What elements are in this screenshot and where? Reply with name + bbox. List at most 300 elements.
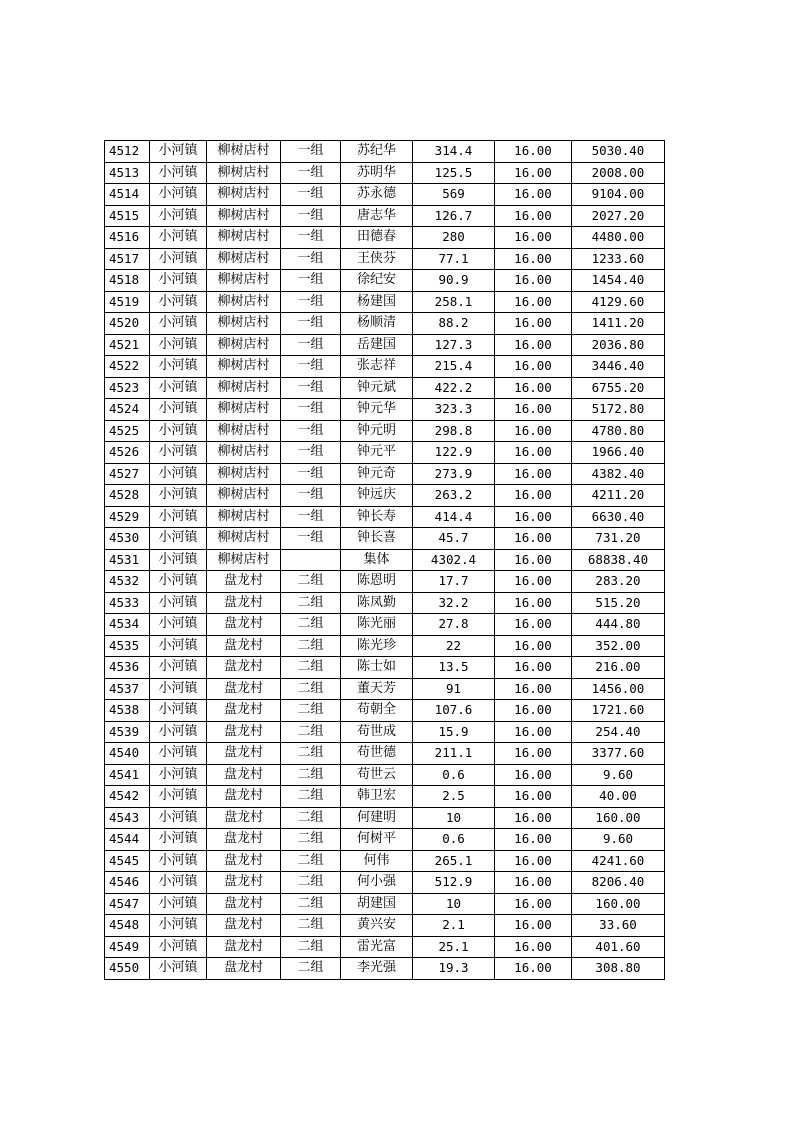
amount-cell: 9.60	[572, 829, 665, 851]
town-cell: 小河镇	[150, 936, 207, 958]
town-cell: 小河镇	[150, 614, 207, 636]
area-cell: 512.9	[413, 872, 495, 894]
group-cell: 二组	[281, 893, 341, 915]
area-cell: 10	[413, 893, 495, 915]
area-cell: 323.3	[413, 399, 495, 421]
row-id: 4544	[105, 829, 150, 851]
amount-cell: 33.60	[572, 915, 665, 937]
amount-cell: 9.60	[572, 764, 665, 786]
group-cell: 一组	[281, 442, 341, 464]
name-cell: 王侠芬	[341, 248, 413, 270]
group-cell: 二组	[281, 571, 341, 593]
village-cell: 柳树店村	[207, 549, 281, 571]
table-row	[105, 786, 665, 808]
village-cell: 盘龙村	[207, 936, 281, 958]
price-cell: 16.00	[495, 657, 572, 679]
table-row	[105, 592, 665, 614]
village-cell: 盘龙村	[207, 657, 281, 679]
name-cell: 陈光丽	[341, 614, 413, 636]
group-cell: 二组	[281, 614, 341, 636]
price-cell: 16.00	[495, 592, 572, 614]
price-cell: 16.00	[495, 614, 572, 636]
name-cell: 钟元平	[341, 442, 413, 464]
name-cell: 徐纪安	[341, 270, 413, 292]
area-cell: 258.1	[413, 291, 495, 313]
town-cell: 小河镇	[150, 528, 207, 550]
name-cell: 钟元华	[341, 399, 413, 421]
group-cell: 一组	[281, 377, 341, 399]
row-id: 4531	[105, 549, 150, 571]
table-row	[105, 635, 665, 657]
amount-cell: 401.60	[572, 936, 665, 958]
town-cell: 小河镇	[150, 764, 207, 786]
area-cell: 126.7	[413, 205, 495, 227]
town-cell: 小河镇	[150, 893, 207, 915]
table-row	[105, 657, 665, 679]
town-cell: 小河镇	[150, 850, 207, 872]
price-cell: 16.00	[495, 936, 572, 958]
amount-cell: 1966.40	[572, 442, 665, 464]
table-row	[105, 915, 665, 937]
price-cell: 16.00	[495, 248, 572, 270]
amount-cell: 3377.60	[572, 743, 665, 765]
area-cell: 215.4	[413, 356, 495, 378]
town-cell: 小河镇	[150, 571, 207, 593]
table-row	[105, 248, 665, 270]
group-cell	[281, 549, 341, 571]
group-cell: 二组	[281, 721, 341, 743]
group-cell: 二组	[281, 850, 341, 872]
row-id: 4543	[105, 807, 150, 829]
row-id: 4532	[105, 571, 150, 593]
group-cell: 一组	[281, 313, 341, 335]
price-cell: 16.00	[495, 356, 572, 378]
table-row	[105, 571, 665, 593]
row-id: 4514	[105, 184, 150, 206]
amount-cell: 160.00	[572, 807, 665, 829]
area-cell: 280	[413, 227, 495, 249]
row-id: 4550	[105, 958, 150, 980]
table-row	[105, 721, 665, 743]
village-cell: 柳树店村	[207, 248, 281, 270]
name-cell: 苟朝全	[341, 700, 413, 722]
table-row	[105, 893, 665, 915]
area-cell: 45.7	[413, 528, 495, 550]
amount-cell: 40.00	[572, 786, 665, 808]
table-row	[105, 463, 665, 485]
town-cell: 小河镇	[150, 786, 207, 808]
village-cell: 柳树店村	[207, 291, 281, 313]
amount-cell: 4780.80	[572, 420, 665, 442]
table-row	[105, 442, 665, 464]
price-cell: 16.00	[495, 850, 572, 872]
price-cell: 16.00	[495, 700, 572, 722]
town-cell: 小河镇	[150, 377, 207, 399]
area-cell: 25.1	[413, 936, 495, 958]
town-cell: 小河镇	[150, 829, 207, 851]
name-cell: 杨顺清	[341, 313, 413, 335]
group-cell: 二组	[281, 872, 341, 894]
village-cell: 盘龙村	[207, 807, 281, 829]
row-id: 4536	[105, 657, 150, 679]
town-cell: 小河镇	[150, 485, 207, 507]
price-cell: 16.00	[495, 270, 572, 292]
table-row	[105, 549, 665, 571]
name-cell: 田德春	[341, 227, 413, 249]
row-id: 4525	[105, 420, 150, 442]
village-cell: 盘龙村	[207, 743, 281, 765]
village-cell: 柳树店村	[207, 313, 281, 335]
price-cell: 16.00	[495, 334, 572, 356]
town-cell: 小河镇	[150, 399, 207, 421]
amount-cell: 2027.20	[572, 205, 665, 227]
group-cell: 一组	[281, 334, 341, 356]
price-cell: 16.00	[495, 872, 572, 894]
town-cell: 小河镇	[150, 442, 207, 464]
price-cell: 16.00	[495, 807, 572, 829]
row-id: 4518	[105, 270, 150, 292]
group-cell: 一组	[281, 420, 341, 442]
area-cell: 10	[413, 807, 495, 829]
table-body	[105, 141, 665, 980]
row-id: 4516	[105, 227, 150, 249]
price-cell: 16.00	[495, 786, 572, 808]
area-cell: 32.2	[413, 592, 495, 614]
row-id: 4513	[105, 162, 150, 184]
table-row	[105, 829, 665, 851]
amount-cell: 308.80	[572, 958, 665, 980]
group-cell: 一组	[281, 162, 341, 184]
table-row	[105, 958, 665, 980]
town-cell: 小河镇	[150, 958, 207, 980]
area-cell: 107.6	[413, 700, 495, 722]
town-cell: 小河镇	[150, 743, 207, 765]
area-cell: 122.9	[413, 442, 495, 464]
name-cell: 何小强	[341, 872, 413, 894]
town-cell: 小河镇	[150, 657, 207, 679]
amount-cell: 2008.00	[572, 162, 665, 184]
name-cell: 陈恩明	[341, 571, 413, 593]
row-id: 4537	[105, 678, 150, 700]
area-cell: 4302.4	[413, 549, 495, 571]
row-id: 4523	[105, 377, 150, 399]
village-cell: 盘龙村	[207, 786, 281, 808]
name-cell: 杨建国	[341, 291, 413, 313]
amount-cell: 4480.00	[572, 227, 665, 249]
row-id: 4548	[105, 915, 150, 937]
table-row	[105, 399, 665, 421]
area-cell: 273.9	[413, 463, 495, 485]
table-row	[105, 291, 665, 313]
price-cell: 16.00	[495, 420, 572, 442]
amount-cell: 1411.20	[572, 313, 665, 335]
village-cell: 柳树店村	[207, 162, 281, 184]
area-cell: 13.5	[413, 657, 495, 679]
area-cell: 17.7	[413, 571, 495, 593]
amount-cell: 5030.40	[572, 141, 665, 163]
village-cell: 盘龙村	[207, 915, 281, 937]
group-cell: 二组	[281, 635, 341, 657]
village-cell: 柳树店村	[207, 420, 281, 442]
town-cell: 小河镇	[150, 635, 207, 657]
village-cell: 盘龙村	[207, 829, 281, 851]
village-cell: 柳树店村	[207, 442, 281, 464]
price-cell: 16.00	[495, 227, 572, 249]
village-cell: 盘龙村	[207, 872, 281, 894]
village-cell: 柳树店村	[207, 270, 281, 292]
row-id: 4535	[105, 635, 150, 657]
price-cell: 16.00	[495, 743, 572, 765]
area-cell: 125.5	[413, 162, 495, 184]
area-cell: 263.2	[413, 485, 495, 507]
name-cell: 集体	[341, 549, 413, 571]
village-cell: 柳树店村	[207, 141, 281, 163]
amount-cell: 5172.80	[572, 399, 665, 421]
area-cell: 19.3	[413, 958, 495, 980]
name-cell: 陈凤勤	[341, 592, 413, 614]
town-cell: 小河镇	[150, 205, 207, 227]
row-id: 4522	[105, 356, 150, 378]
table-row	[105, 205, 665, 227]
row-id: 4512	[105, 141, 150, 163]
village-cell: 柳树店村	[207, 356, 281, 378]
table-row	[105, 614, 665, 636]
group-cell: 二组	[281, 743, 341, 765]
area-cell: 298.8	[413, 420, 495, 442]
table-row	[105, 420, 665, 442]
row-id: 4539	[105, 721, 150, 743]
row-id: 4520	[105, 313, 150, 335]
group-cell: 二组	[281, 958, 341, 980]
table-row	[105, 872, 665, 894]
town-cell: 小河镇	[150, 678, 207, 700]
price-cell: 16.00	[495, 485, 572, 507]
table-row	[105, 743, 665, 765]
amount-cell: 216.00	[572, 657, 665, 679]
table-row	[105, 936, 665, 958]
village-cell: 盘龙村	[207, 850, 281, 872]
town-cell: 小河镇	[150, 291, 207, 313]
area-cell: 27.8	[413, 614, 495, 636]
group-cell: 一组	[281, 227, 341, 249]
name-cell: 苟世成	[341, 721, 413, 743]
row-id: 4521	[105, 334, 150, 356]
amount-cell: 731.20	[572, 528, 665, 550]
row-id: 4546	[105, 872, 150, 894]
table-row	[105, 356, 665, 378]
price-cell: 16.00	[495, 463, 572, 485]
group-cell: 一组	[281, 184, 341, 206]
town-cell: 小河镇	[150, 162, 207, 184]
price-cell: 16.00	[495, 184, 572, 206]
amount-cell: 4382.40	[572, 463, 665, 485]
amount-cell: 283.20	[572, 571, 665, 593]
table-row	[105, 377, 665, 399]
amount-cell: 4129.60	[572, 291, 665, 313]
area-cell: 414.4	[413, 506, 495, 528]
village-cell: 盘龙村	[207, 764, 281, 786]
name-cell: 陈士如	[341, 657, 413, 679]
area-cell: 314.4	[413, 141, 495, 163]
row-id: 4519	[105, 291, 150, 313]
price-cell: 16.00	[495, 958, 572, 980]
amount-cell: 6630.40	[572, 506, 665, 528]
table-row	[105, 678, 665, 700]
data-table	[104, 140, 665, 980]
name-cell: 钟长寿	[341, 506, 413, 528]
town-cell: 小河镇	[150, 141, 207, 163]
price-cell: 16.00	[495, 205, 572, 227]
town-cell: 小河镇	[150, 420, 207, 442]
amount-cell: 444.80	[572, 614, 665, 636]
price-cell: 16.00	[495, 442, 572, 464]
name-cell: 钟远庆	[341, 485, 413, 507]
name-cell: 苟世德	[341, 743, 413, 765]
name-cell: 钟元明	[341, 420, 413, 442]
town-cell: 小河镇	[150, 227, 207, 249]
row-id: 4528	[105, 485, 150, 507]
table-row	[105, 313, 665, 335]
village-cell: 盘龙村	[207, 721, 281, 743]
town-cell: 小河镇	[150, 184, 207, 206]
village-cell: 柳树店村	[207, 377, 281, 399]
town-cell: 小河镇	[150, 721, 207, 743]
amount-cell: 6755.20	[572, 377, 665, 399]
row-id: 4529	[105, 506, 150, 528]
village-cell: 柳树店村	[207, 205, 281, 227]
area-cell: 2.1	[413, 915, 495, 937]
table-row	[105, 850, 665, 872]
amount-cell: 352.00	[572, 635, 665, 657]
name-cell: 董天芳	[341, 678, 413, 700]
price-cell: 16.00	[495, 829, 572, 851]
group-cell: 二组	[281, 915, 341, 937]
amount-cell: 8206.40	[572, 872, 665, 894]
amount-cell: 515.20	[572, 592, 665, 614]
name-cell: 何伟	[341, 850, 413, 872]
area-cell: 0.6	[413, 764, 495, 786]
group-cell: 一组	[281, 528, 341, 550]
town-cell: 小河镇	[150, 700, 207, 722]
table-row	[105, 162, 665, 184]
name-cell: 苏纪华	[341, 141, 413, 163]
area-cell: 22	[413, 635, 495, 657]
name-cell: 唐志华	[341, 205, 413, 227]
table-row	[105, 528, 665, 550]
group-cell: 一组	[281, 270, 341, 292]
village-cell: 盘龙村	[207, 893, 281, 915]
area-cell: 77.1	[413, 248, 495, 270]
group-cell: 二组	[281, 764, 341, 786]
amount-cell: 4211.20	[572, 485, 665, 507]
group-cell: 二组	[281, 807, 341, 829]
row-id: 4524	[105, 399, 150, 421]
village-cell: 盘龙村	[207, 635, 281, 657]
area-cell: 127.3	[413, 334, 495, 356]
price-cell: 16.00	[495, 313, 572, 335]
village-cell: 盘龙村	[207, 592, 281, 614]
group-cell: 二组	[281, 678, 341, 700]
area-cell: 211.1	[413, 743, 495, 765]
price-cell: 16.00	[495, 635, 572, 657]
name-cell: 钟元斌	[341, 377, 413, 399]
amount-cell: 2036.80	[572, 334, 665, 356]
group-cell: 一组	[281, 141, 341, 163]
town-cell: 小河镇	[150, 334, 207, 356]
area-cell: 91	[413, 678, 495, 700]
row-id: 4533	[105, 592, 150, 614]
village-cell: 柳树店村	[207, 463, 281, 485]
price-cell: 16.00	[495, 506, 572, 528]
village-cell: 柳树店村	[207, 184, 281, 206]
amount-cell: 1454.40	[572, 270, 665, 292]
amount-cell: 1456.00	[572, 678, 665, 700]
area-cell: 422.2	[413, 377, 495, 399]
table-row	[105, 141, 665, 163]
town-cell: 小河镇	[150, 356, 207, 378]
row-id: 4534	[105, 614, 150, 636]
price-cell: 16.00	[495, 893, 572, 915]
price-cell: 16.00	[495, 915, 572, 937]
town-cell: 小河镇	[150, 915, 207, 937]
group-cell: 一组	[281, 205, 341, 227]
village-cell: 盘龙村	[207, 571, 281, 593]
village-cell: 柳树店村	[207, 506, 281, 528]
name-cell: 李光强	[341, 958, 413, 980]
group-cell: 二组	[281, 700, 341, 722]
group-cell: 一组	[281, 291, 341, 313]
town-cell: 小河镇	[150, 248, 207, 270]
group-cell: 一组	[281, 463, 341, 485]
price-cell: 16.00	[495, 764, 572, 786]
name-cell: 苏明华	[341, 162, 413, 184]
town-cell: 小河镇	[150, 872, 207, 894]
table-row	[105, 334, 665, 356]
price-cell: 16.00	[495, 721, 572, 743]
group-cell: 二组	[281, 829, 341, 851]
name-cell: 钟长喜	[341, 528, 413, 550]
town-cell: 小河镇	[150, 463, 207, 485]
row-id: 4541	[105, 764, 150, 786]
row-id: 4542	[105, 786, 150, 808]
table-row	[105, 270, 665, 292]
area-cell: 0.6	[413, 829, 495, 851]
table-row	[105, 700, 665, 722]
village-cell: 柳树店村	[207, 399, 281, 421]
table-row	[105, 764, 665, 786]
village-cell: 柳树店村	[207, 227, 281, 249]
row-id: 4545	[105, 850, 150, 872]
village-cell: 柳树店村	[207, 334, 281, 356]
town-cell: 小河镇	[150, 592, 207, 614]
row-id: 4515	[105, 205, 150, 227]
row-id: 4547	[105, 893, 150, 915]
area-cell: 265.1	[413, 850, 495, 872]
name-cell: 钟元奇	[341, 463, 413, 485]
amount-cell: 68838.40	[572, 549, 665, 571]
price-cell: 16.00	[495, 549, 572, 571]
name-cell: 胡建国	[341, 893, 413, 915]
town-cell: 小河镇	[150, 549, 207, 571]
name-cell: 何建明	[341, 807, 413, 829]
group-cell: 二组	[281, 786, 341, 808]
group-cell: 二组	[281, 592, 341, 614]
group-cell: 一组	[281, 399, 341, 421]
table-row	[105, 227, 665, 249]
area-cell: 2.5	[413, 786, 495, 808]
village-cell: 盘龙村	[207, 614, 281, 636]
group-cell: 二组	[281, 657, 341, 679]
